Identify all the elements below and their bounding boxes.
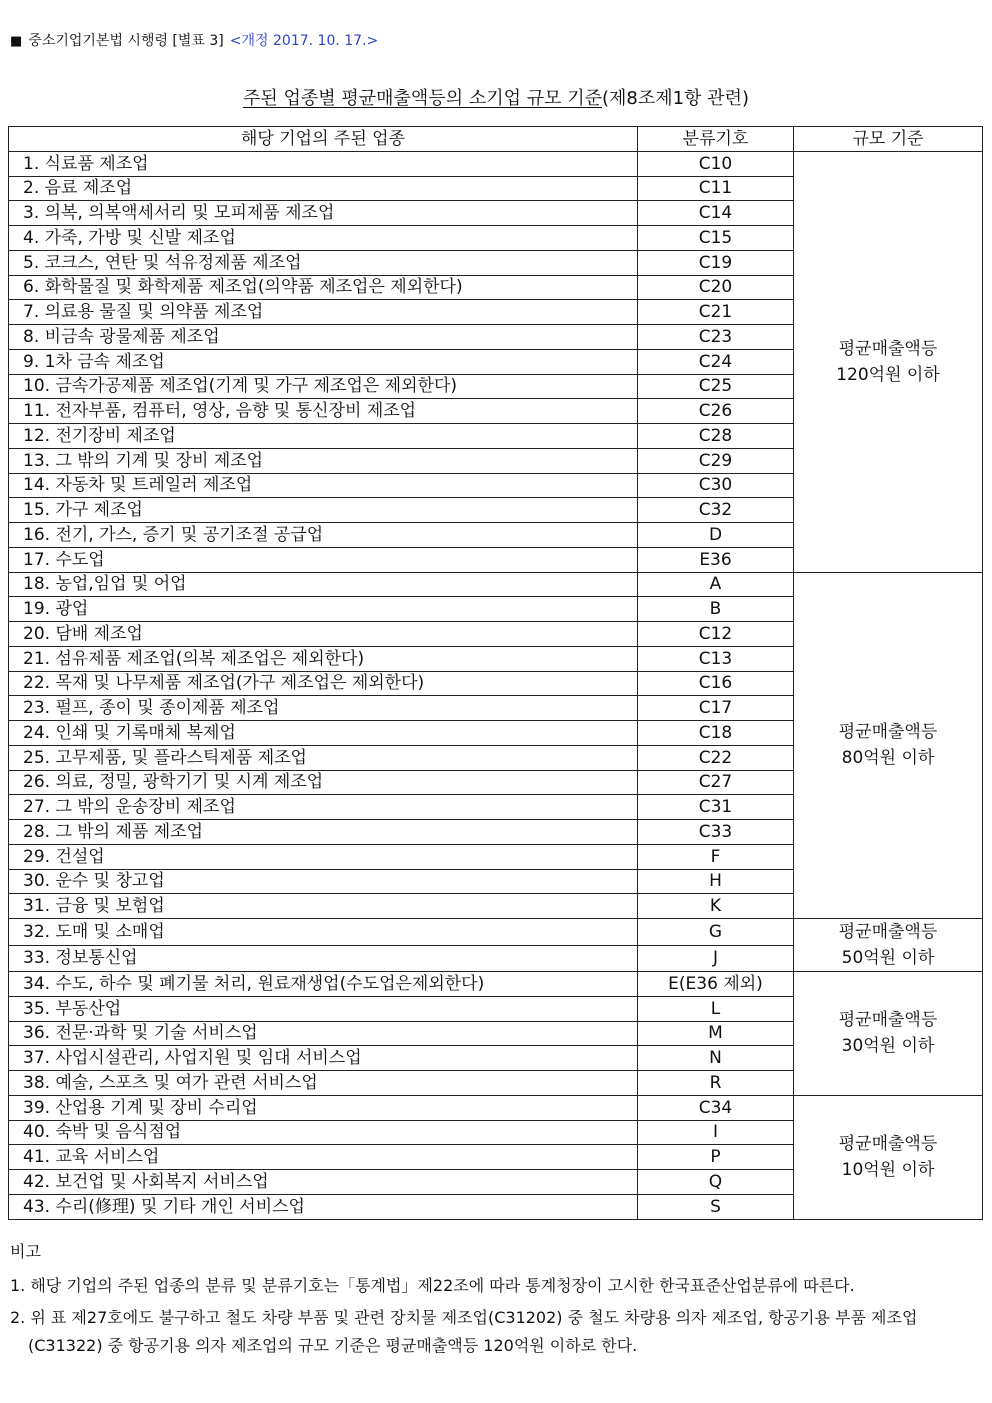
industry-cell: 23. 펄프, 종이 및 종이제품 제조업	[9, 696, 638, 721]
industry-cell: 6. 화학물질 및 화학제품 제조업(의약품 제조업은 제외한다)	[9, 275, 638, 300]
classification-code-cell: C34	[638, 1095, 794, 1120]
table-row	[9, 1095, 983, 1120]
table-row	[9, 919, 983, 946]
classification-code-cell: C12	[638, 622, 794, 647]
classification-code-cell: A	[638, 572, 794, 597]
size-criteria-cell	[794, 919, 983, 972]
classification-code-cell: R	[638, 1071, 794, 1096]
header-criteria: 규모 기준	[794, 127, 983, 152]
classification-code-cell: C11	[638, 176, 794, 201]
page-title	[0, 84, 992, 110]
remarks-section	[10, 1238, 982, 1364]
industry-cell: 2. 음료 제조업	[9, 176, 638, 201]
classification-code-cell: C14	[638, 201, 794, 226]
classification-code-cell: H	[638, 869, 794, 894]
document-header	[10, 30, 378, 50]
industry-cell: 15. 가구 제조업	[9, 498, 638, 523]
classification-code-cell: K	[638, 894, 794, 919]
criteria-line: 평균매출액등	[838, 338, 938, 359]
industry-cell: 27. 그 밖의 운송장비 제조업	[9, 795, 638, 820]
table-row	[9, 972, 983, 997]
industry-cell: 31. 금융 및 보험업	[9, 894, 638, 919]
header-code: 분류기호	[638, 127, 794, 152]
classification-code-cell: C24	[638, 349, 794, 374]
classification-code-cell: B	[638, 597, 794, 622]
classification-code-cell: C33	[638, 820, 794, 845]
industry-cell: 29. 건설업	[9, 844, 638, 869]
industry-cell: 40. 숙박 및 음식점업	[9, 1120, 638, 1145]
industry-cell: 4. 가죽, 가방 및 신발 제조업	[9, 226, 638, 251]
classification-code-cell: S	[638, 1194, 794, 1219]
classification-code-cell: N	[638, 1046, 794, 1071]
criteria-amount: 120억원 이하	[836, 364, 940, 385]
industry-cell: 34. 수도, 하수 및 폐기물 처리, 원료재생업(수도업은제외한다)	[9, 972, 638, 997]
industry-cell: 19. 광업	[9, 597, 638, 622]
classification-code-cell: C13	[638, 646, 794, 671]
table-row	[9, 151, 983, 176]
classification-code-cell: C16	[638, 671, 794, 696]
industry-cell: 1. 식료품 제조업	[9, 151, 638, 176]
square-bullet-icon: ■	[10, 34, 23, 49]
industry-cell: 21. 섬유제품 제조업(의복 제조업은 제외한다)	[9, 646, 638, 671]
industry-cell: 18. 농업,임업 및 어업	[9, 572, 638, 597]
industry-cell: 25. 고무제품, 및 플라스틱제품 제조업	[9, 745, 638, 770]
industry-cell: 32. 도매 및 소매업	[9, 919, 638, 946]
classification-code-cell: E36	[638, 547, 794, 572]
criteria-line: 평균매출액등	[838, 922, 938, 942]
classification-code-cell: C27	[638, 770, 794, 795]
classification-code-cell: C30	[638, 473, 794, 498]
classification-code-cell: M	[638, 1021, 794, 1046]
industry-cell: 20. 담배 제조업	[9, 622, 638, 647]
size-criteria-cell	[794, 1095, 983, 1219]
industry-cell: 36. 전문·과학 및 기술 서비스업	[9, 1021, 638, 1046]
header-industry: 해당 기업의 주된 업종	[9, 127, 638, 152]
industry-cell: 17. 수도업	[9, 547, 638, 572]
size-criteria-cell	[794, 151, 983, 572]
industry-cell: 42. 보건업 및 사회복지 서비스업	[9, 1170, 638, 1195]
size-criteria-cell	[794, 972, 983, 1096]
industry-cell: 26. 의료, 정밀, 광학기기 및 시계 제조업	[9, 770, 638, 795]
amendment-date: <개정 2017. 10. 17.>	[229, 33, 379, 49]
industry-cell: 12. 전기장비 제조업	[9, 424, 638, 449]
remarks-heading: 비고	[10, 1242, 41, 1261]
industry-cell: 22. 목재 및 나무제품 제조업(가구 제조업은 제외한다)	[9, 671, 638, 696]
classification-code-cell: C18	[638, 721, 794, 746]
classification-code-cell: C21	[638, 300, 794, 325]
classification-code-cell: E(E36 제외)	[638, 972, 794, 997]
classification-code-cell: C20	[638, 275, 794, 300]
criteria-amount: 30억원 이하	[841, 1036, 935, 1057]
industry-cell: 9. 1차 금속 제조업	[9, 349, 638, 374]
title-suffix: (제8조제1항 관련)	[601, 88, 749, 109]
classification-code-cell: I	[638, 1120, 794, 1145]
criteria-amount: 80억원 이하	[841, 748, 935, 769]
criteria-line: 평균매출액등	[838, 1134, 938, 1155]
classification-code-cell: C22	[638, 745, 794, 770]
size-criteria-table	[8, 126, 983, 1220]
industry-cell: 13. 그 밖의 기계 및 장비 제조업	[9, 448, 638, 473]
criteria-line: 평균매출액등	[838, 1010, 938, 1031]
classification-code-cell: C23	[638, 325, 794, 350]
criteria-amount: 50억원 이하	[841, 948, 935, 968]
industry-cell: 3. 의복, 의복액세서리 및 모피제품 제조업	[9, 201, 638, 226]
industry-cell: 8. 비금속 광물제품 제조업	[9, 325, 638, 350]
classification-code-cell: Q	[638, 1170, 794, 1195]
industry-cell: 7. 의료용 물질 및 의약품 제조업	[9, 300, 638, 325]
criteria-line: 평균매출액등	[838, 722, 938, 743]
remark-item: 2. 위 표 제27호에도 불구하고 철도 차량 부품 및 관련 장치물 제조업(C31202) 중 철도 차량용 의자 제조업, 항공기용 부품 제조업(C31322) 중 항공기용 의자 제조업의 규모 기준은 평균매출액등 120억원 이하로 한다.	[10, 1308, 918, 1355]
classification-code-cell: G	[638, 919, 794, 946]
classification-code-cell: C19	[638, 250, 794, 275]
industry-cell: 39. 산업용 기계 및 장비 수리업	[9, 1095, 638, 1120]
classification-code-cell: D	[638, 523, 794, 548]
table-header-row	[9, 127, 983, 152]
classification-code-cell: C25	[638, 374, 794, 399]
industry-cell: 38. 예술, 스포츠 및 여가 관련 서비스업	[9, 1071, 638, 1096]
table-row	[9, 572, 983, 597]
industry-cell: 16. 전기, 가스, 증기 및 공기조절 공급업	[9, 523, 638, 548]
industry-cell: 33. 정보통신업	[9, 945, 638, 972]
classification-code-cell: L	[638, 996, 794, 1021]
table-body	[9, 151, 983, 1219]
industry-cell: 24. 인쇄 및 기록매체 복제업	[9, 721, 638, 746]
law-source: 중소기업기본법 시행령 [별표 3]	[28, 33, 224, 49]
industry-cell: 14. 자동차 및 트레일러 제조업	[9, 473, 638, 498]
classification-code-cell: C10	[638, 151, 794, 176]
classification-code-cell: F	[638, 844, 794, 869]
industry-cell: 35. 부동산업	[9, 996, 638, 1021]
industry-cell: 28. 그 밖의 제품 제조업	[9, 820, 638, 845]
classification-code-cell: C32	[638, 498, 794, 523]
industry-cell: 41. 교육 서비스업	[9, 1145, 638, 1170]
remark-item: 1. 해당 기업의 주된 업종의 분류 및 분류기호는「통계법」제22조에 따라 통계청장이 고시한 한국표준산업분류에 따른다.	[10, 1276, 855, 1295]
classification-code-cell: P	[638, 1145, 794, 1170]
industry-cell: 10. 금속가공제품 제조업(기계 및 가구 제조업은 제외한다)	[9, 374, 638, 399]
classification-code-cell: C28	[638, 424, 794, 449]
classification-code-cell: C17	[638, 696, 794, 721]
industry-cell: 5. 코크스, 연탄 및 석유정제품 제조업	[9, 250, 638, 275]
classification-code-cell: C31	[638, 795, 794, 820]
criteria-amount: 10억원 이하	[841, 1160, 935, 1181]
industry-cell: 30. 운수 및 창고업	[9, 869, 638, 894]
industry-cell: 11. 전자부품, 컴퓨터, 영상, 음향 및 통신장비 제조업	[9, 399, 638, 424]
size-criteria-cell	[794, 572, 983, 919]
classification-code-cell: C29	[638, 448, 794, 473]
classification-code-cell: C26	[638, 399, 794, 424]
industry-cell: 37. 사업시설관리, 사업지원 및 임대 서비스업	[9, 1046, 638, 1071]
classification-code-cell: C15	[638, 226, 794, 251]
classification-code-cell: J	[638, 945, 794, 972]
industry-cell: 43. 수리(修理) 및 기타 개인 서비스업	[9, 1194, 638, 1219]
title-main: 주된 업종별 평균매출액등의 소기업 규모 기준	[243, 88, 602, 109]
